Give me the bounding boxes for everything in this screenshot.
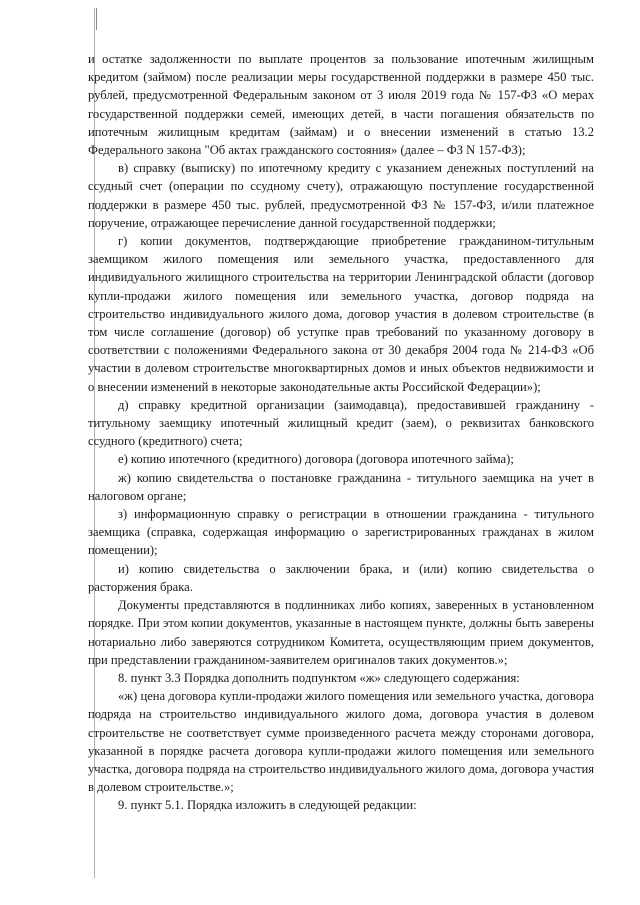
paragraph-documents-note: Документы представляются в подлинниках либо копиях, заверенных в установленном порядке. При этом копии документов, указанные в настоящем пункте, должны быть заверены нотариально либо заверяются сотрудником Комитета, осуществляющим прием документов, при представлении гражданином-заявителем оригиналов таких документов.»;: [88, 598, 594, 667]
paragraph-point-8: 8. пункт 3.3 Порядка дополнить подпунктом «ж» следующего содержания:: [118, 670, 520, 685]
paragraph-item-z: з) информационную справку о регистрации в отношении гражданина - титульного заемщика (справка, содержащая информацию о зарегистрированных гражданах в жилом помещении);: [88, 507, 594, 558]
paragraph-item-zh: ж) копию свидетельства о постановке гражданина - титульного заемщика на учет в налоговом органе;: [88, 470, 594, 503]
binding-mark: [96, 8, 97, 30]
paragraph-continuation: и остатке задолженности по выплате процентов за пользование ипотечным жилищным кредитом (займом) после реализации меры государственной поддержки в размере 450 тыс. рублей, предусмотренной Федеральным законом от 3 июля 2019 года № 157-ФЗ «О мерах государственной поддержки семей, имеющих детей, в части погашения обязательств по ипотечным жилищным кредитам (займам) и о внесении изменений в статью 13.2 Федерального закона "Об актах гражданского состояния» (далее – ФЗ N 157-ФЗ);: [88, 52, 594, 158]
paragraph-item-v: в) справку (выписку) по ипотечному кредиту с указанием денежных поступлений на ссудный счет (операции по ссудному счету), отражающую поступление государственной поддержки в размере 450 тыс. рублей, предусмотренной ФЗ № 157-ФЗ, и/или платежное поручение, отражающее перечисление данной государственной поддержки;: [88, 161, 594, 230]
paragraph-item-g: г) копии документов, подтверждающие приобретение гражданином-титульным заемщиком жилого помещения или земельного участка, предоставленного для индивидуального жилищного строительства на территории Ленинградской области (договор купли-продажи жилого помещения или земельного участка, договор подряда на строительство индивидуального жилого дома, договор участия в долевом строительстве (в том числе соглашение (договор) об уступке прав требований по указанному договору в соответствии с положениями Федерального закона от 30 декабря 2004 года № 214-ФЗ «Об участии в долевом строительстве многоквартирных домов и иных объектов недвижимости и о внесении изменений в некоторые законодательные акты Российской Федерации»);: [88, 234, 594, 394]
paragraph-item-e: е) копию ипотечного (кредитного) договора (договора ипотечного займа);: [118, 452, 514, 467]
paragraph-item-d: д) справку кредитной организации (заимодавца), предоставившей гражданину - титульному заемщику ипотечный жилищный кредит (заем), о реквизитах банковского ссудного (кредитного) счета;: [88, 397, 594, 449]
paragraph-subpoint-zh: «ж) цена договора купли-продажи жилого помещения или земельного участка, договора подряда на строительство индивидуального жилого дома, договора участия в долевом строительстве не соответствует сумме произведенного расчета между сторонами договора, указанной в порядке расчета договора купли-продажи жилого помещения или земельного участка, договора подряда на строительство индивидуального жилого дома, договора участия в долевом строительстве.»;: [88, 689, 594, 795]
document-body: [88, 50, 594, 815]
paragraph-item-i: и) копию свидетельства о заключении брака, и (или) копию свидетельства о расторжения брака.: [88, 561, 594, 594]
paragraph-point-9: 9. пункт 5.1. Порядка изложить в следующей редакции:: [118, 798, 417, 813]
